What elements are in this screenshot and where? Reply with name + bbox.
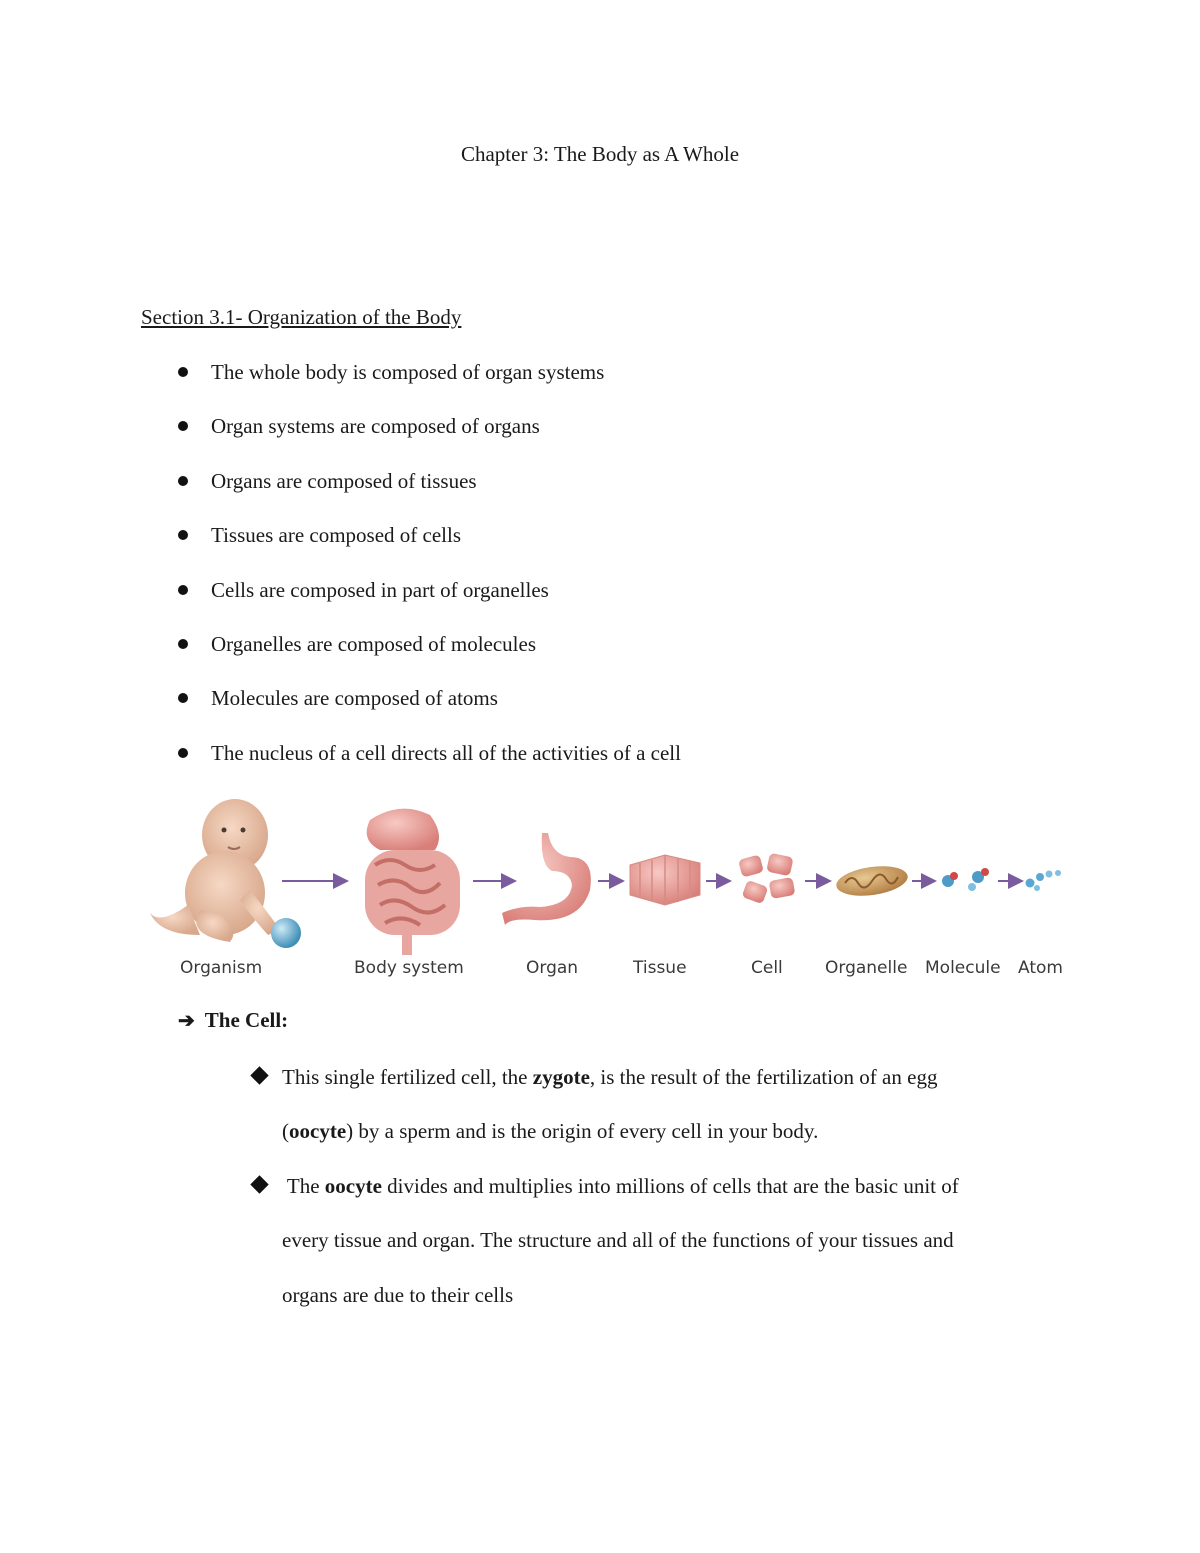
list-item: Organs are composed of tissues	[178, 463, 681, 517]
figure-label-atom: Atom	[1018, 958, 1063, 978]
section-heading: Section 3.1- Organization of the Body	[141, 305, 462, 329]
organism-illustration	[150, 799, 301, 948]
diamond-bullet-icon	[250, 1175, 268, 1193]
list-item: The nucleus of a cell directs all of the activities of a cell	[178, 735, 681, 789]
cell-item-oocyte-line3: organs are due to their cells	[282, 1282, 514, 1307]
cell-item-zygote-line2: (oocyte) by a sperm and is the origin of every cell in your body.	[282, 1119, 819, 1144]
bullet-icon	[178, 476, 188, 486]
figure-label-organ: Organ	[526, 958, 579, 978]
figure-label-cell: Cell	[751, 958, 783, 978]
organ-illustration	[502, 833, 591, 925]
figure-label-organelle: Organelle	[825, 958, 908, 978]
atom-illustration	[1026, 870, 1062, 891]
bullet-icon	[178, 530, 188, 540]
bullet-icon	[178, 421, 188, 431]
list-item: Organ systems are composed of organs	[178, 408, 681, 462]
figure-label-body-system: Body system	[354, 958, 464, 978]
cell-illustration	[738, 853, 795, 905]
list-item: The whole body is composed of organ systems	[178, 354, 681, 408]
arrow-right-icon: ➔	[178, 1010, 195, 1032]
figure-label-tissue: Tissue	[633, 958, 687, 978]
molecule-illustration	[942, 868, 989, 891]
list-item: Molecules are composed of atoms	[178, 680, 681, 734]
cell-heading: ➔ The Cell:	[178, 1008, 289, 1032]
bullet-icon	[178, 585, 188, 595]
cell-item-zygote: This single fertilized cell, the zygote, is the result of the fertilization of an egg (oocyte) by a sperm and is the origin of every cell in your body.	[250, 1050, 1060, 1159]
body-organization-figure	[140, 795, 1070, 985]
figure-label-organism: Organism	[180, 958, 263, 978]
bullet-list	[178, 354, 681, 789]
bullet-icon	[178, 367, 188, 377]
figure-label-molecule: Molecule	[925, 958, 1001, 978]
list-item: Cells are composed in part of organelles	[178, 572, 681, 626]
bullet-icon	[178, 748, 188, 758]
page-title: Chapter 3: The Body as A Whole	[460, 142, 740, 166]
cell-item-oocyte-line2: every tissue and organ. The structure and all of the functions of your tissues and	[282, 1228, 954, 1253]
bullet-icon	[178, 639, 188, 649]
bullet-icon	[178, 693, 188, 703]
tissue-illustration	[630, 855, 700, 905]
body-system-illustration	[365, 809, 460, 955]
cell-item-oocyte: The oocyte divides and multiplies into millions of cells that are the basic unit of every tissue and organ. The structure and all of the functions of your tissues and organs are due to their cells	[250, 1159, 1060, 1322]
list-item: Organelles are composed of molecules	[178, 626, 681, 680]
list-item: Tissues are composed of cells	[178, 517, 681, 571]
diamond-bullet-icon	[250, 1066, 268, 1084]
organelle-illustration	[834, 862, 909, 900]
